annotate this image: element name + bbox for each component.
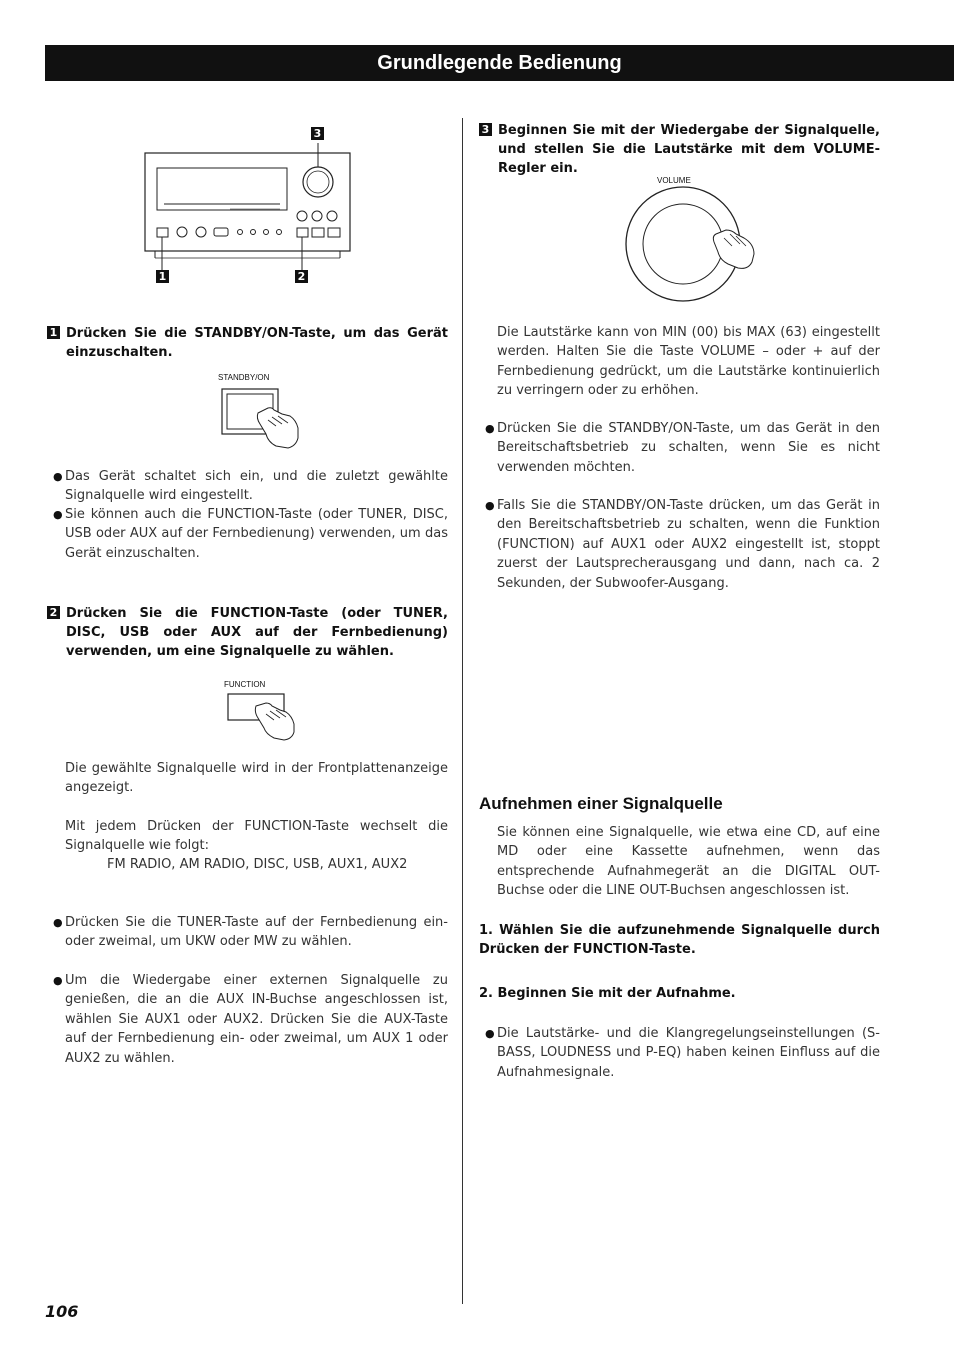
bullet-text: Drücken Sie die STANDBY/ON-Taste, um das Gerät in den Bereitschaftsbetrieb zu schalten, wenn Sie es nicht verwenden möchten. <box>497 421 880 475</box>
bullet-dot: ● <box>485 1027 495 1040</box>
column-divider <box>462 118 463 1304</box>
section-title-recording: Aufnehmen einer Signalquelle <box>479 794 723 813</box>
step-1 <box>47 324 448 362</box>
step-3-badge: 3 <box>479 123 492 136</box>
bullet-text: Die Lautstärke- und die Klangregelungseinstellungen (S-BASS, LOUDNESS und P-EQ) haben keinen Einfluss auf die Aufnahmesignale. <box>497 1026 880 1080</box>
bullet-dot: ● <box>53 916 63 929</box>
recording-para: Sie können eine Signalquelle, wie etwa eine CD, auf eine MD oder eine Kassette aufnehmen, wenn das entsprechende Aufnahmegerät an die DIGITAL OUT-Buchse oder die LINE OUT-Buchsen angeschlossen ist. <box>497 825 880 899</box>
right-bullet-1 <box>485 419 880 477</box>
left-bullet-4 <box>53 971 448 1068</box>
volume-knob-illustration <box>620 172 760 307</box>
step-3 <box>479 121 880 178</box>
function-button-illustration <box>220 676 310 744</box>
page-number: 106 <box>45 1302 79 1321</box>
bullet-dot: ● <box>53 508 63 521</box>
device-marker-1: 1 <box>156 270 169 283</box>
device-front-panel-illustration <box>140 125 360 285</box>
bullet-text: Das Gerät schaltet sich ein, und die zuletzt gewählte Signalquelle wird eingestellt. <box>65 469 448 504</box>
step-1-text: Drücken Sie die STANDBY/ON-Taste, um das Gerät einzuschalten. <box>66 326 448 360</box>
bullet-dot: ● <box>485 499 495 512</box>
step-1-badge: 1 <box>47 326 60 339</box>
volume-label: VOLUME <box>657 176 691 185</box>
bullet-text: Falls Sie die STANDBY/ON-Taste drücken, um das Gerät in den Bereitschaftsbetrieb zu schalten, wenn die Funktion (FUNCTION) auf AUX1 oder AUX2 eingestellt ist, stoppt zuerst der Lautsprecherausgang und dann, nach ca. 2 Sekunden, der Subwoofer-Ausgang. <box>497 498 880 591</box>
bullet-dot: ● <box>53 470 63 483</box>
left-bullet-2 <box>53 505 448 563</box>
device-marker-3: 3 <box>311 127 324 140</box>
step-2-text: Drücken Sie die FUNCTION-Taste (oder TUNER, DISC, USB oder AUX auf der Fernbedienung) verwenden, um eine Signalquelle zu wählen. <box>66 606 448 659</box>
standby-button-illustration <box>210 370 310 452</box>
function-sequence: FM RADIO, AM RADIO, DISC, USB, AUX1, AUX2 <box>107 857 408 872</box>
right-bullet-2 <box>485 496 880 593</box>
step-2 <box>47 604 448 661</box>
bullet-dot: ● <box>485 422 495 435</box>
device-marker-2: 2 <box>295 270 308 283</box>
recording-bullet <box>485 1024 880 1082</box>
recording-step-2: 2. Beginnen Sie mit der Aufnahme. <box>479 986 736 1001</box>
left-para-1: Die gewählte Signalquelle wird in der Frontplattenanzeige angezeigt. <box>65 761 448 796</box>
bullet-text: Um die Wiedergabe einer externen Signalquelle zu genießen, die an die AUX IN-Buchse angeschlossen ist, wählen Sie AUX1 oder AUX2. Drücken Sie die AUX-Taste auf der Fernbedienung ein- oder zweimal, um AUX 1 oder AUX2 zu wählen. <box>65 973 448 1066</box>
step-3-text: Beginnen Sie mit der Wiedergabe der Signalquelle, und stellen Sie die Lautstärke mit dem VOLUME-Regler ein. <box>498 123 880 176</box>
function-label: FUNCTION <box>224 680 266 689</box>
step-2-badge: 2 <box>47 606 60 619</box>
left-bullet-3 <box>53 913 448 952</box>
bullet-text: Drücken Sie die TUNER-Taste auf der Fernbedienung ein- oder zweimal, um UKW oder MW zu wählen. <box>65 915 448 950</box>
bullet-text: Sie können auch die FUNCTION-Taste (oder TUNER, DISC, USB oder AUX auf der Fernbedienung) verwenden, um das Gerät einzuschalten. <box>65 507 448 561</box>
bullet-dot: ● <box>53 974 63 987</box>
standby-label: STANDBY/ON <box>218 373 270 382</box>
left-bullet-1 <box>53 467 448 506</box>
volume-range-para: Die Lautstärke kann von MIN (00) bis MAX (63) eingestellt werden. Halten Sie die Taste VOLUME – oder + auf der Fernbedienung gedrückt, um die Lautstärke kontinuierlich zu verringern oder zu erhöhen. <box>497 325 880 399</box>
left-para-2: Mit jedem Drücken der FUNCTION-Taste wechselt die Signalquelle wie folgt: <box>65 819 448 854</box>
page-header: Grundlegende Bedienung <box>45 45 954 81</box>
recording-step-1: 1. Wählen Sie die aufzunehmende Signalquelle durch Drücken der FUNCTION-Taste. <box>479 923 880 957</box>
